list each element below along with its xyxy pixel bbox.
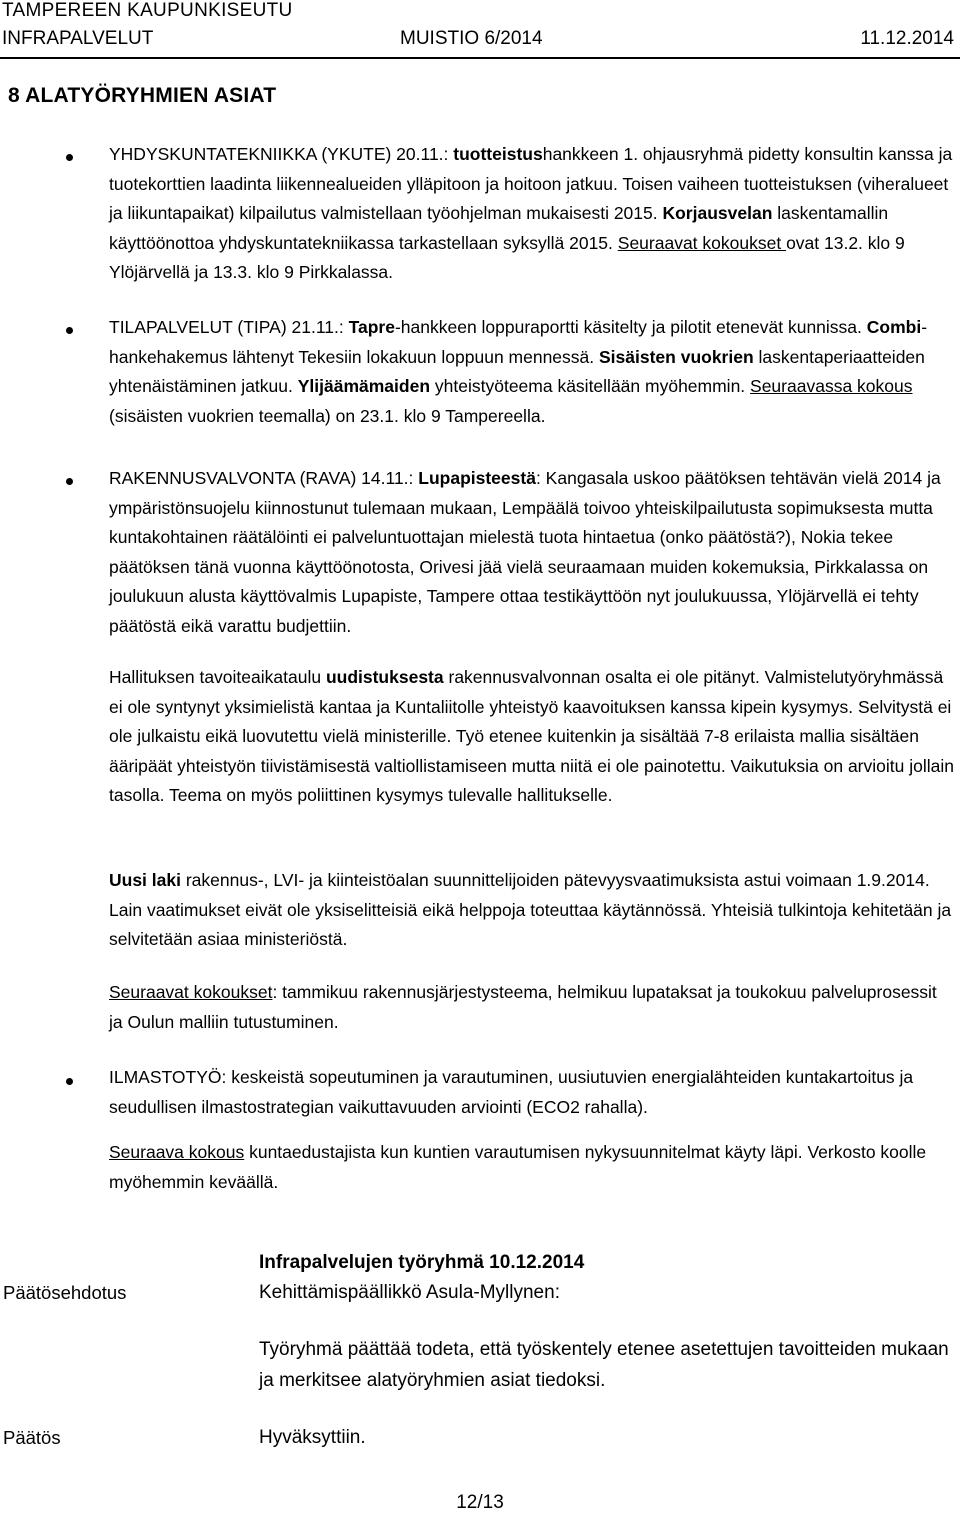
rava-paragraph-3 (109, 866, 955, 955)
bullet-ilmasto (66, 1078, 73, 1085)
text-span: -hankkeen loppuraportti käsitelty ja pilotit etenevät kunnissa. (394, 317, 867, 337)
header-org: TAMPEREEN KAUPUNKISEUTU (2, 0, 293, 21)
rava-paragraph-4 (109, 978, 955, 1037)
text-span: RAKENNUSVALVONTA (RAVA) 14.11.: (109, 468, 419, 488)
text-span: Hallituksen tavoiteaikataulu (109, 667, 326, 687)
underlined-span: Seuraavat kokoukset (617, 232, 787, 253)
proposal-text: Työryhmä päättää todeta, että työskentely etenee asetettujen tavoitteiden mukaan ja merkitsee alatyöryhmien asiat tiedoksi. (259, 1339, 949, 1391)
group-heading: Infrapalvelujen työryhmä 10.12.2014 (259, 1252, 585, 1273)
bold-span: Korjausvelan (662, 203, 773, 223)
proposal-label: Päätösehdotus (3, 1282, 127, 1303)
header-date: 11.12.2014 (860, 28, 954, 49)
text-span: TILAPALVELUT (TIPA) 21.11.: (109, 317, 349, 337)
header-department: INFRAPALVELUT (2, 28, 154, 49)
bold-span: Sisäisten vuokrien (599, 346, 754, 367)
underlined-span: Seuraavassa kokous (750, 376, 913, 396)
ilmasto-paragraph-2 (109, 1138, 955, 1197)
section-title: 8 ALATYÖRYHMIEN ASIAT (8, 84, 277, 107)
decision-text: Hyväksyttiin. (259, 1427, 366, 1448)
proposer: Kehittämispäällikkö Asula-Myllynen: (259, 1282, 560, 1303)
text-span: : Kangasala uskoo päätöksen tehtävän vielä 2014 ja ympäristönsuojelu kiinnostunut tulemaan mukaan, Lempäälä toivoo yhteiskilpailutusta sopimuksesta mutta kuntakohtainen räätälöinti ei palveluntuottajan mielestä tuota hintaetua (onko päätöstä?), Nokia tekee päätöksen tänä vuonna käyttöönotosta, Orivesi jää vielä seuraamaan muiden kokemuksia, Pirkkalassa on joulukuun alusta käyttövalmis Lupapiste, Tampere ottaa testikäyttöön nyt joulukuussa, Ylöjärvellä ei tehty päätöstä eikä varattu budjettiin. (109, 468, 941, 636)
text-span: -hankehakemus lähtenyt Tekesiin lokakuun loppuun mennessä. (109, 317, 928, 367)
bold-span: Ylijäämämaiden (297, 376, 431, 396)
text-span: YHDYSKUNTATEKNIIKKA (YKUTE) 20.11.: (109, 144, 454, 164)
header-memo: MUISTIO 6/2014 (400, 28, 543, 49)
bullet-ykute (66, 154, 73, 161)
text-span: hankkeen 1. ohjausryhmä pidetty konsultin kanssa ja tuotekorttien laadinta liikennealueiden ylläpitoon ja hoitoon jatkuu. Toisen vaiheen tuotteistuksen (viheralueet ja liikuntapaikat) kilpailutus valmistellaan työohjelman mukaisesti 2015. (109, 144, 953, 223)
text-span: : tammikuu rakennusjärjestysteema, helmikuu lupataksat ja toukokuu palveluprosessit ja Oulun malliin tutustuminen. (109, 982, 937, 1032)
decision-label: Päätös (3, 1427, 61, 1448)
rava-paragraph-1 (109, 464, 955, 641)
bold-span: uudistuksesta (325, 667, 444, 687)
text-span: ILMASTOTYÖ: keskeistä sopeutuminen ja varautuminen, uusiutuvien energialähteiden kuntakartoitus ja seudullisen ilmastostrategian vaikuttavuuden arviointi (ECO2 rahalla). (109, 1067, 914, 1117)
text-span: rakennus-, LVI- ja kiinteistöalan suunnittelijoiden pätevyysvaatimuksista astui voimaan 1.9.2014. Lain vaatimukset eivät ole yksiselitteisiä eikä helppoja toteuttaa käytännössä. Yhteisiä tulkintoja kehitetään ja selvitetään asiaa ministeriöstä. (109, 870, 952, 949)
rava-paragraph-2 (109, 663, 955, 811)
text-span: rakennusvalvonnan osalta ei ole pitänyt. Valmistelutyöryhmässä ei ole syntynyt yksimielistä kantaa ja Kuntaliitolle yhteistyö kaavoituksen kanssa kipein kysymys. Selvitystä ei ole julkaistu eikä luovutettu vielä ministerille. Työ etenee kuitenkin ja sisältää 7-8 erilaista mallia sisältäen ääripäät yhteistyön tiivistämisestä valtiollistamiseen mutta niitä ei ole painotettu. Vaikutuksia on arvioitu jollain tasolla. Teema on myös poliittinen kysymys tulevalle hallitukselle. (109, 667, 954, 805)
ilmasto-paragraph-1 (109, 1063, 955, 1122)
underlined-span: Seuraava kokous (109, 1142, 245, 1162)
bullet-rava (66, 478, 73, 485)
bold-span: Tapre (348, 317, 395, 337)
text-span: laskentaperiaatteiden yhtenäistäminen jatkuu. (109, 346, 925, 396)
text-span: laskentamallin käyttöönottoa yhdyskuntatekniikassa tarkastellaan syksyllä 2015. (109, 203, 889, 253)
bold-span: Combi (866, 317, 922, 337)
text-span: ovat 13.2. klo 9 Ylöjärvellä ja 13.3. klo 9 Pirkkalassa. (109, 232, 905, 282)
header-subline (2, 28, 954, 52)
tipa-paragraph (109, 313, 955, 431)
text-span: yhteistyöteema käsitellään myöhemmin. (430, 376, 751, 396)
bold-span: Lupapisteestä (418, 468, 536, 488)
page-number: 12/13 (456, 1492, 504, 1513)
bullet-tipa (66, 327, 73, 334)
bold-span: Uusi laki (109, 870, 181, 890)
text-span: kuntaedustajista kun kuntien varautumisen nykysuunnitelmat käyty läpi. Verkosto koolle myöhemmin keväällä. (109, 1142, 927, 1192)
page-header (0, 0, 960, 60)
header-rule (0, 57, 960, 59)
bold-span: tuotteistus (453, 144, 543, 164)
text-span: (sisäisten vuokrien teemalla) on 23.1. klo 9 Tampereella. (109, 405, 546, 426)
underlined-span: Seuraavat kokoukset (109, 982, 273, 1002)
ykute-paragraph (109, 140, 955, 288)
